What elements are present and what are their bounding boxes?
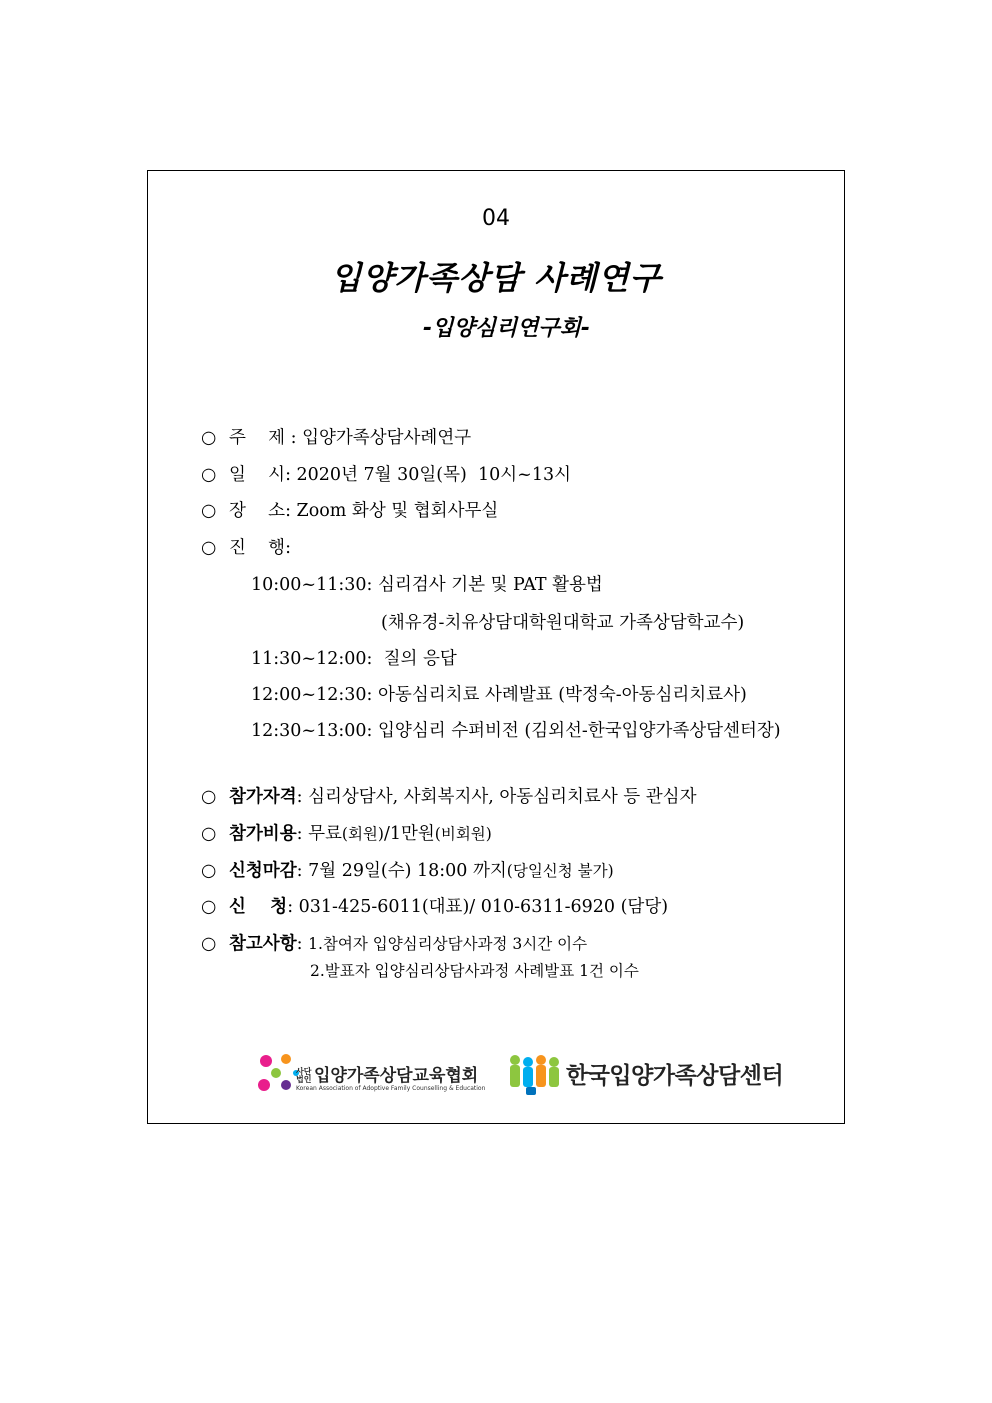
circle-bullet-icon: ○ bbox=[201, 501, 217, 521]
page-title: 입양가족상담 사례연구 bbox=[330, 259, 662, 297]
schedule-item-1: 10:00~11:30: 심리검사 기본 및 PAT 활용법 bbox=[251, 575, 603, 595]
circle-bullet-icon: ○ bbox=[201, 824, 217, 844]
item-notes: ○ 참고사항: 1.참여자 입양심리상담사과정 3시간 이수 bbox=[201, 934, 588, 954]
schedule-item-1-speaker: (채유경-치유상담대학원대학교 가족상담학교수) bbox=[381, 613, 745, 633]
schedule-item-2: 11:30~12:00: 질의 응답 bbox=[251, 649, 457, 669]
schedule-item-4: 12:30~13:00: 입양심리 수퍼비전 (김외선-한국입양가족상담센터장) bbox=[251, 721, 781, 741]
page-subtitle: -입양심리연구회- bbox=[423, 316, 591, 341]
org1-logo: 사단법인 입양가족상담교육협회 Korean Association of Adoptive Family Counselling & Education bbox=[256, 1049, 481, 1099]
circle-bullet-icon: ○ bbox=[201, 897, 217, 917]
circle-bullet-icon: ○ bbox=[201, 861, 217, 881]
org2-logo: 한국입양가족상담센터 bbox=[508, 1049, 768, 1099]
circle-bullet-icon: ○ bbox=[201, 428, 217, 448]
circle-bullet-icon: ○ bbox=[201, 465, 217, 485]
item-place: ○ 장 소: Zoom 화상 및 협회사무실 bbox=[201, 501, 499, 521]
item-deadline: ○ 신청마감: 7월 29일(수) 18:00 까지(당일신청 불가) bbox=[201, 861, 614, 881]
item-apply: ○ 신 청: 031-425-6011(대표)/ 010-6311-6920 (담당) bbox=[201, 897, 669, 917]
item-date: ○ 일 시: 2020년 7월 30일(목) 10시~13시 bbox=[201, 465, 572, 485]
circle-bullet-icon: ○ bbox=[201, 538, 217, 558]
notice-number: 04 bbox=[482, 206, 510, 231]
circle-bullet-icon: ○ bbox=[201, 787, 217, 807]
notice-frame bbox=[147, 170, 845, 1124]
item-fee: ○ 참가비용: 무료(회원)/1만원(비회원) bbox=[201, 824, 492, 844]
item-progress: ○ 진 행: bbox=[201, 538, 291, 558]
item-qualification: ○ 참가자격: 심리상담사, 사회복지사, 아동심리치료사 등 관심자 bbox=[201, 787, 697, 807]
circle-bullet-icon: ○ bbox=[201, 934, 217, 954]
item-notes-2: 2.발표자 입양심리상담사과정 사례발표 1건 이수 bbox=[310, 962, 639, 980]
logo-bar bbox=[148, 1049, 844, 1101]
people-puzzle-icon bbox=[508, 1051, 564, 1097]
schedule-item-3: 12:00~12:30: 아동심리치료 사례발표 (박정숙-아동심리치료사) bbox=[251, 685, 747, 705]
item-topic: ○ 주 제 : 입양가족상담사례연구 bbox=[201, 428, 472, 448]
